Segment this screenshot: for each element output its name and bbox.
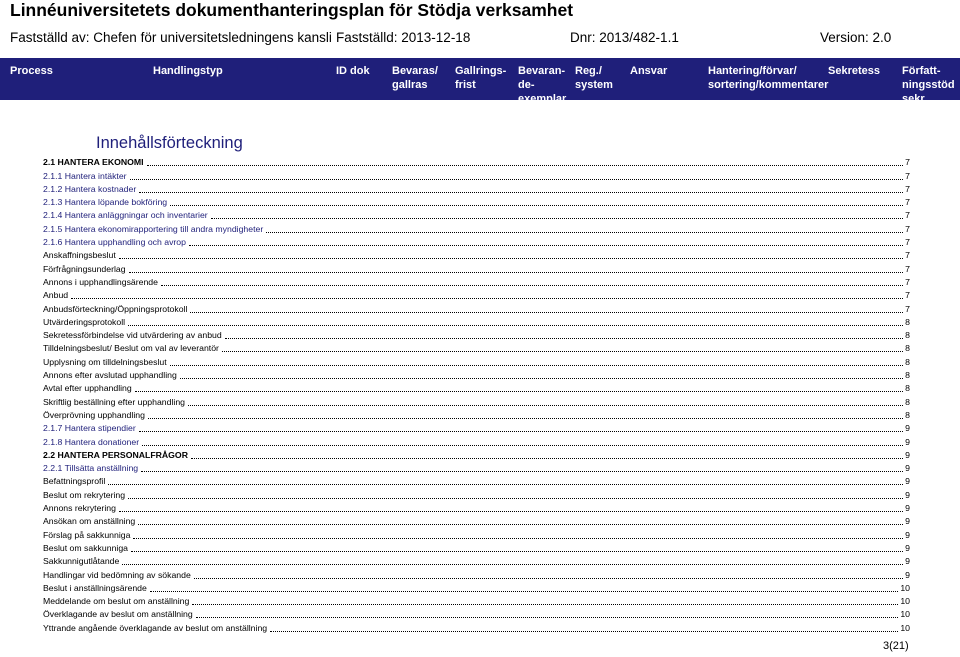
toc-entry-label: Annons rekrytering: [43, 503, 116, 514]
toc-leader-dots: [138, 523, 903, 525]
toc-entry-label: Beslut om sakkunniga: [43, 542, 128, 553]
toc-entry-label: Sekretessförbindelse vid utvärdering av anbud: [43, 330, 222, 341]
toc-entry[interactable]: [43, 368, 910, 381]
toc-heading: Innehållsförteckning: [96, 134, 243, 152]
table-header: [0, 58, 960, 105]
toc-entry-page: 8: [905, 343, 910, 354]
toc-leader-dots: [189, 244, 903, 246]
toc-entry-page: 7: [905, 197, 910, 208]
toc-entry[interactable]: [43, 394, 910, 407]
toc-entry[interactable]: [43, 501, 910, 514]
table-of-contents: [43, 155, 910, 634]
column-header-handling-comments: Hantering/förvar/ sortering/kommentarer: [708, 65, 829, 91]
toc-entry-page: 10: [900, 582, 910, 593]
toc-entry-page: 9: [905, 476, 910, 487]
toc-entry-page: 10: [900, 622, 910, 633]
toc-entry-label: Förslag på sakkunniga: [43, 529, 131, 540]
toc-entry-label: Upplysning om tilldelningsbeslut: [43, 356, 167, 367]
toc-leader-dots: [130, 178, 904, 180]
toc-leader-dots: [129, 271, 904, 273]
toc-entry[interactable]: [43, 288, 910, 301]
toc-entry-label: 2.1.5 Hantera ekonomirapportering till andra myndigheter: [43, 223, 264, 234]
toc-entry-label: Ansökan om anställning: [43, 516, 136, 527]
toc-entry-page: 7: [905, 157, 910, 168]
toc-entry-page: 7: [905, 263, 910, 274]
toc-entry[interactable]: [43, 594, 910, 607]
toc-entry[interactable]: [43, 261, 910, 274]
toc-entry-label: Annons efter avslutad upphandling: [43, 370, 177, 381]
toc-entry-label: Anskaffningsbeslut: [43, 250, 116, 261]
toc-leader-dots: [122, 563, 903, 565]
toc-entry[interactable]: [43, 527, 910, 540]
toc-entry-label: Tilldelningsbeslut/ Beslut om val av leverantör: [43, 343, 219, 354]
toc-leader-dots: [170, 204, 903, 206]
toc-entry-page: 7: [905, 250, 910, 261]
toc-leader-dots: [142, 444, 903, 446]
column-header-document-type: Handlingstyp: [153, 65, 223, 77]
toc-entry-page: 9: [905, 423, 910, 434]
toc-entry-label: Överprövning upphandling: [43, 409, 145, 420]
toc-entry-label: Meddelande om beslut om anställning: [43, 596, 190, 607]
page-indicator: 3(21): [883, 640, 909, 652]
toc-entry-page: 8: [905, 383, 910, 394]
toc-entry-label: 2.1.3 Hantera löpande bokföring: [43, 197, 168, 208]
toc-leader-dots: [190, 311, 903, 313]
toc-entry[interactable]: [43, 235, 910, 248]
toc-entry-label: 2.1.6 Hantera upphandling och avrop: [43, 237, 186, 248]
toc-leader-dots: [225, 337, 903, 339]
column-header-statutory-support: Författ- ningsstöd sekr.: [902, 65, 955, 105]
document-title: Linnéuniversitetets dokumenthanteringsplan för Stödja verksamhet: [10, 0, 574, 20]
toc-entry-page: 9: [905, 516, 910, 527]
column-header-doc-id: ID dok: [336, 65, 370, 77]
toc-entry-page: 7: [905, 237, 910, 248]
toc-entry-label: Avtal efter upphandling: [43, 383, 132, 394]
toc-leader-dots: [150, 590, 898, 592]
toc-entry-label: Anbud: [43, 290, 69, 301]
toc-entry[interactable]: [43, 620, 910, 633]
toc-entry[interactable]: [43, 208, 910, 221]
toc-entry-page: 7: [905, 183, 910, 194]
toc-entry-page: 9: [905, 556, 910, 567]
toc-entry-page: 9: [905, 489, 910, 500]
toc-entry[interactable]: [43, 328, 910, 341]
toc-entry[interactable]: [43, 248, 910, 261]
toc-leader-dots: [211, 217, 903, 219]
toc-leader-dots: [147, 164, 904, 166]
toc-entry[interactable]: [43, 554, 910, 567]
toc-entry-page: 8: [905, 356, 910, 367]
toc-entry-page: 9: [905, 542, 910, 553]
document-reference: Dnr: 2013/482-1.1: [570, 30, 679, 45]
toc-entry-page: 7: [905, 290, 910, 301]
toc-entry-label: 2.1.2 Hantera kostnader: [43, 183, 137, 194]
toc-leader-dots: [131, 550, 903, 552]
toc-leader-dots: [135, 390, 903, 392]
toc-entry-label: 2.1.7 Hantera stipendier: [43, 423, 136, 434]
toc-leader-dots: [188, 404, 903, 406]
toc-entry[interactable]: [43, 221, 910, 234]
toc-leader-dots: [161, 284, 903, 286]
toc-leader-dots: [141, 470, 903, 472]
toc-entry-label: Utvärderingsprotokoll: [43, 316, 126, 327]
column-header-confidentiality: Sekretess: [828, 65, 880, 77]
toc-leader-dots: [128, 497, 903, 499]
toc-entry-page: 8: [905, 370, 910, 381]
toc-entry[interactable]: [43, 195, 910, 208]
toc-entry-label: 2.1.1 Hantera intäkter: [43, 170, 127, 181]
toc-entry[interactable]: [43, 354, 910, 367]
column-header-retain-dispose: Bevaras/ gallras: [392, 65, 438, 91]
toc-leader-dots: [148, 417, 903, 419]
toc-entry-page: 10: [900, 596, 910, 607]
toc-entry-page: 7: [905, 170, 910, 181]
toc-entry[interactable]: [43, 275, 910, 288]
toc-leader-dots: [139, 430, 903, 432]
toc-entry[interactable]: [43, 448, 910, 461]
document-info-bar: [0, 26, 960, 49]
toc-leader-dots: [192, 603, 898, 605]
toc-entry-label: Förfrågningsunderlag: [43, 263, 126, 274]
toc-leader-dots: [133, 537, 903, 539]
toc-leader-dots: [196, 616, 899, 618]
column-header-registry-system: Reg./ system: [575, 65, 613, 91]
toc-leader-dots: [270, 630, 898, 632]
toc-leader-dots: [119, 257, 903, 259]
toc-entry[interactable]: [43, 315, 910, 328]
toc-entry-label: 2.1.8 Hantera donationer: [43, 436, 140, 447]
toc-entry[interactable]: [43, 434, 910, 447]
column-header-retained-copy: Bevaran- de- exemplar: [518, 65, 567, 105]
toc-entry-label: Överklagande av beslut om anställning: [43, 609, 193, 620]
toc-entry-page: 9: [905, 503, 910, 514]
toc-entry-label: Beslut om rekrytering: [43, 489, 126, 500]
toc-entry-label: 2.2.1 Tillsätta anställning: [43, 463, 139, 474]
toc-entry-label: Anbudsförteckning/Öppningsprotokoll: [43, 303, 188, 314]
toc-entry[interactable]: [43, 155, 910, 168]
toc-entry-page: 9: [905, 463, 910, 474]
toc-entry-page: 8: [905, 330, 910, 341]
toc-entry[interactable]: [43, 581, 910, 594]
toc-leader-dots: [191, 457, 903, 459]
toc-entry-page: 9: [905, 449, 910, 460]
toc-entry-page: 8: [905, 316, 910, 327]
toc-entry[interactable]: [43, 168, 910, 181]
toc-entry[interactable]: [43, 567, 910, 580]
toc-entry[interactable]: [43, 461, 910, 474]
toc-entry[interactable]: [43, 474, 910, 487]
toc-entry-label: Befattningsprofil: [43, 476, 106, 487]
column-header-responsibility: Ansvar: [630, 65, 668, 77]
toc-entry-page: 7: [905, 210, 910, 221]
toc-entry[interactable]: [43, 182, 910, 195]
established-date: Fastställd: 2013-12-18: [336, 30, 471, 45]
toc-entry[interactable]: [43, 541, 910, 554]
toc-entry-label: 2.1.4 Hantera anläggningar och inventarier: [43, 210, 208, 221]
toc-entry-label: 2.2 HANTERA PERSONALFRÅGOR: [43, 449, 188, 460]
toc-leader-dots: [266, 231, 903, 233]
toc-entry-page: 7: [905, 303, 910, 314]
toc-leader-dots: [128, 324, 903, 326]
toc-entry-page: 9: [905, 569, 910, 580]
toc-entry-page: 7: [905, 276, 910, 287]
toc-entry-page: 9: [905, 529, 910, 540]
toc-entry[interactable]: [43, 408, 910, 421]
toc-leader-dots: [180, 377, 903, 379]
established-by: Fastställd av: Chefen för universitetsledningens kansli: [10, 30, 332, 45]
toc-entry-page: 8: [905, 396, 910, 407]
toc-entry[interactable]: [43, 341, 910, 354]
toc-entry-page: 8: [905, 409, 910, 420]
toc-entry-label: Annons i upphandlingsärende: [43, 276, 158, 287]
toc-entry[interactable]: [43, 514, 910, 527]
column-header-process: Process: [10, 65, 53, 77]
toc-leader-dots: [108, 483, 903, 485]
toc-entry-page: 7: [905, 223, 910, 234]
toc-entry-page: 10: [900, 609, 910, 620]
toc-entry[interactable]: [43, 381, 910, 394]
toc-entry[interactable]: [43, 607, 910, 620]
column-header-disposal-period: Gallrings- frist: [455, 65, 507, 91]
toc-entry-label: Beslut i anställningsärende: [43, 582, 147, 593]
toc-leader-dots: [119, 510, 903, 512]
toc-entry-label: Sakkunnigutlåtande: [43, 556, 120, 567]
toc-entry-label: 2.1 HANTERA EKONOMI: [43, 157, 144, 168]
document-version: Version: 2.0: [820, 30, 892, 45]
toc-entry-label: Handlingar vid bedömning av sökande: [43, 569, 191, 580]
toc-entry[interactable]: [43, 487, 910, 500]
toc-entry[interactable]: [43, 421, 910, 434]
toc-leader-dots: [222, 350, 903, 352]
toc-entry-label: Yttrande angående överklagande av beslut om anställning: [43, 622, 268, 633]
toc-entry-label: Skriftlig beställning efter upphandling: [43, 396, 185, 407]
toc-entry-page: 9: [905, 436, 910, 447]
toc-leader-dots: [170, 364, 904, 366]
toc-entry[interactable]: [43, 301, 910, 314]
toc-leader-dots: [71, 297, 903, 299]
toc-leader-dots: [139, 191, 903, 193]
toc-leader-dots: [194, 577, 903, 579]
